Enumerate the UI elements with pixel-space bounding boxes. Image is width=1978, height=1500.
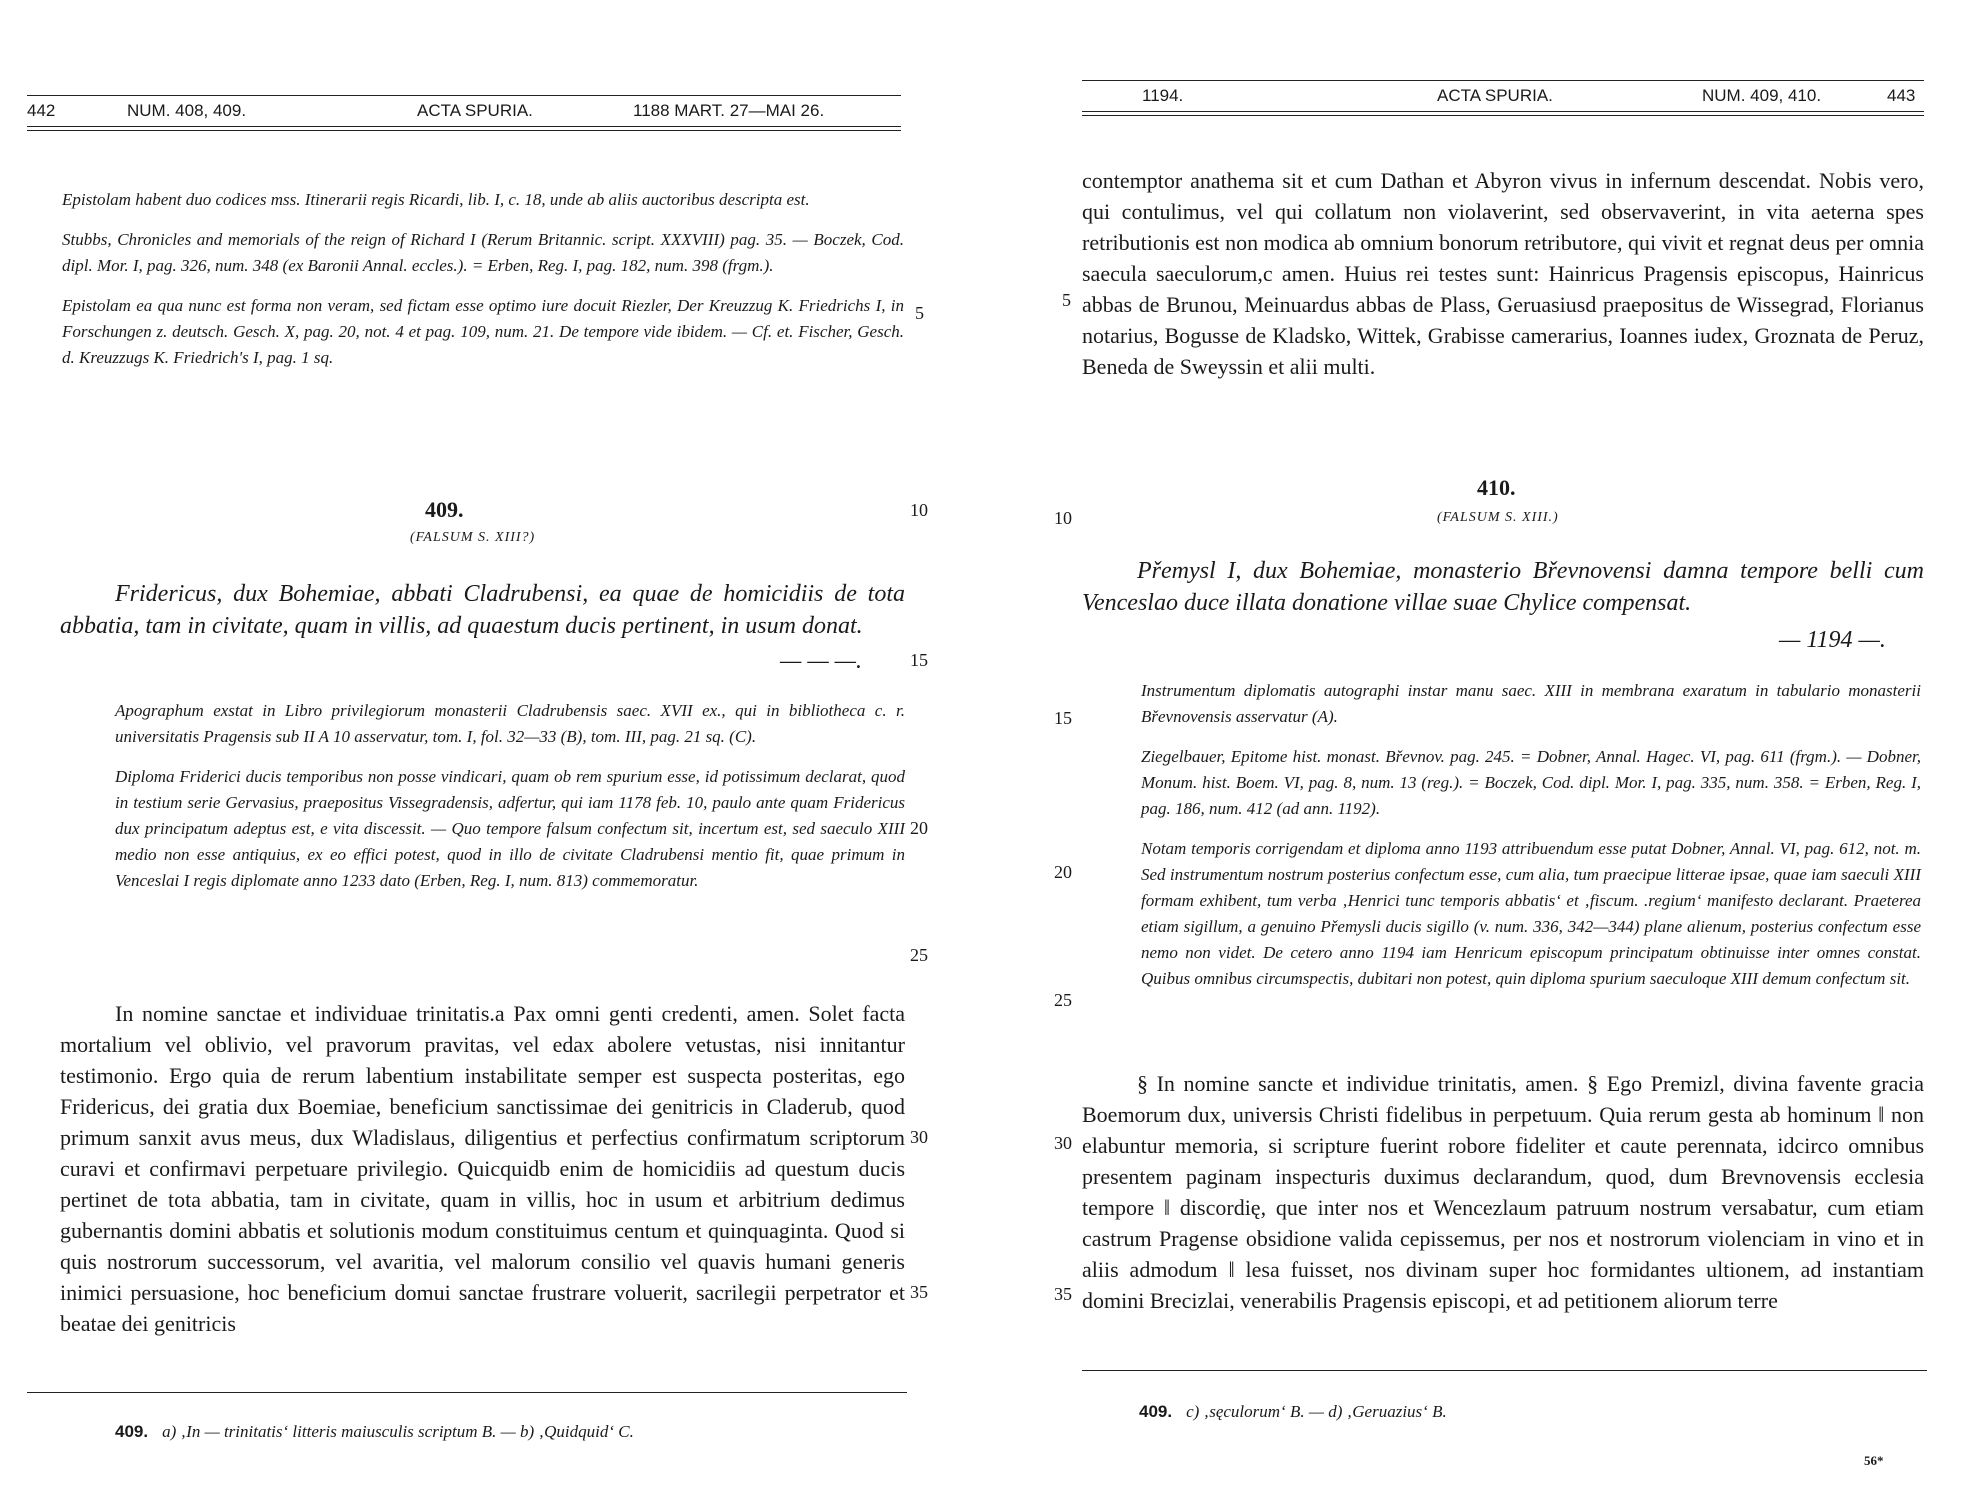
- left-footnote-rule: [27, 1392, 907, 1393]
- left-notes-doc: [115, 698, 905, 908]
- right-footnote: [1139, 1402, 1447, 1422]
- line-number: 30: [910, 1127, 928, 1147]
- document-date-409: — — —.: [780, 648, 863, 674]
- left-header-date: 1188 MART. 27—MAI 26.: [633, 101, 825, 120]
- note-paragraph: Apographum exstat in Libro privilegiorum monasterii Cladrubensis saec. XVII ex., qui in bibliotheca c. r. universitatis Pragensis sub II A 10 asservatur, tom. I, fol. 32—33 (B), tom. III, pag. 21 sq. (C).: [115, 701, 905, 746]
- document-classification: (FALSUM S. XIII?): [410, 530, 536, 545]
- regest-409: Fridericus, dux Bohemiae, abbati Cladrubensi, ea quae de homicidiis de tota abbatia, tam in civitate, quam in villis, ad quaestum ducis pertinent, in usum donat.: [60, 581, 905, 639]
- line-number: 10: [1054, 508, 1072, 528]
- right-body-text: [1082, 1068, 1924, 1316]
- line-number: 20: [910, 818, 928, 838]
- footnote-text: a) ‚In — trinitatis‘ litteris maiusculis scriptum B. — b) ‚Quidquid‘ C.: [162, 1422, 634, 1441]
- line-number: 35: [910, 1282, 928, 1302]
- document-number-409: 409.: [425, 497, 464, 522]
- body-paragraph: § In nomine sancte et individue trinitatis, amen. § Ego Premizl, divina favente gracia Boemorum dux, universis Christi fidelibus in perpetuum. Quia rerum gesta ab hominum ‖ non elabuntur memoria, si scripture fuerint robore fideliter et caute perennata, idcirco omnibus presentem paginam inspecturis duximus declarandum, quod, dum Brevnovensis ecclesia tempore ‖ discordię, que inter nos et Wencezlaum patruum nostrum versabatur, cum etiam castrum Pragense obsidione valida cepissemus, per nos et nostrorum violenciam in vino et in aliis admodum ‖ lesa fuisset, nos divinam super hoc formidantes ultionem, ad instantiam domini Brecizlai, venerabilis Pragensis episcopi, et ad petitionem aliorum terre: [1082, 1071, 1924, 1313]
- regest-410: Přemysl I, dux Bohemiae, monasterio Břevnovensi damna tempore belli cum Venceslao duce illata donatione villae suae Chylice compensat.: [1082, 558, 1924, 616]
- note-paragraph: Instrumentum diplomatis autographi instar manu saec. XIII in membrana exaratum in tabulario monasterii Břevnovensis asservatur (A).: [1141, 681, 1921, 726]
- footnote-number: 409.: [115, 1422, 149, 1441]
- note-paragraph: Ziegelbauer, Epitome hist. monast. Břevnov. pag. 245. = Dobner, Annal. Hagec. VI, pag. 611 (frgm.). — Dobner, Monum. hist. Boem. VI, pag. 8, num. 13 (reg.). = Boczek, Cod. dipl. Mor. I, pag. 335, num. 358. = Erben, Reg. I, pag. 186, num. 412 (ad ann. 1192).: [1141, 747, 1921, 818]
- right-notes-doc: [1141, 678, 1921, 1006]
- left-page-number: 442: [27, 101, 56, 120]
- right-body-top: [1082, 165, 1924, 382]
- line-number: 35: [1054, 1284, 1072, 1304]
- left-running-header: [27, 95, 901, 127]
- line-number: 20: [1054, 862, 1072, 882]
- line-number: 15: [1054, 708, 1072, 728]
- document-classification: (FALSUM S. XIII.): [1437, 510, 1559, 525]
- left-header-title: ACTA SPURIA.: [417, 101, 533, 120]
- body-paragraph: contemptor anathema sit et cum Dathan et Abyron vivus in infernum descendat. Nobis vero, qui contulimus, vel qui collatum non violaverint, sed observaverint, in vita aeterna spes retributionis est non modica ab omnium bonorum retributore, qui vivit et regnat deus per omnia saecula saeculorum,c amen. Huius rei testes sunt: Hainricus Pragensis episcopus, Hainricus abbas de Brunou, Meinuardus abbas de Plass, Geruasiusd praepositus de Wissegrad, Florianus notarius, Bogusse de Kladsko, Wittek, Grabisse camerarius, Ioannes iudex, Groznata de Peruz, Beneda de Sweyssin et alii multi.: [1082, 168, 1924, 379]
- right-header-date: 1194.: [1142, 86, 1184, 105]
- document-date-410: — 1194 —.: [1779, 627, 1886, 653]
- line-number: 30: [1054, 1133, 1072, 1153]
- left-header-num: NUM. 408, 409.: [127, 101, 247, 120]
- line-number: 15: [910, 650, 928, 670]
- line-number: 10: [910, 500, 928, 520]
- left-notes-top: [62, 187, 904, 385]
- body-paragraph: In nomine sanctae et individuae trinitatis.a Pax omni genti credenti, amen. Solet facta mortalium vel oblivio, vel pravorum pravitas, vel edax abolere vetustas, nisi innitantur testimonio. Ergo quia de rerum labentium instabilitate semper est suspecta posteritas, ego Fridericus, dei gratia dux Boemiae, beneficium sanctissimae dei genitricis in Claderub, quod primum sanxit avus meus, dux Wladislaus, diligentius et perfectius confirmatum scriptorum curavi et confirmavi perpetuare privilegio. Quicquidb enim de homicidiis ad questum ducis pertinet de tota abbatia, tam in civitate, quam in villis, hoc in usum et arbitrium dedimus gubernantis domini abbatis et solutionis modum constituimus centum et quinquaginta. Quod si quis nostrorum successorum, vel avaritia, vel malorum consilio vel quavis humani generis inimici persuasione, hoc beneficium domui sanctae frustrare voluerit, sacrilegii perpetrator et beatae dei genitricis: [60, 1001, 905, 1336]
- right-header-num: NUM. 409, 410.: [1702, 86, 1822, 105]
- signature-mark: 56*: [1864, 1453, 1884, 1468]
- line-number: 5: [915, 303, 924, 323]
- right-page-number: 443: [1887, 86, 1916, 105]
- left-body-text: [60, 998, 905, 1339]
- right-header-title: ACTA SPURIA.: [1437, 86, 1553, 105]
- line-number: 25: [910, 945, 928, 965]
- note-paragraph: Notam temporis corrigendam et diploma anno 1193 attribuendum esse putat Dobner, Annal. VI, pag. 612, not. m. Sed instrumentum nostrum posterius confectum esse, cum alia, tum praecipue litterae ipsae, quae iam saeculi XIII formam exhibent, tum verba ‚Henrici tunc temporis abbatis‘ et ‚fiscum. .regium‘ manifesto declarant. Praeterea etiam sigillum, a genuino Přemysli ducis sigillo (v. num. 336, 342—344) plane alienum, posterius confectum esse nemo non videt. De cetero anno 1194 iam Henricum episcopum principatum obtinuisse inter omnes constat. Quibus omnibus circumspectis, dubitari non potest, quin diploma spurium saeculoque XIII demum confectum sit.: [1141, 839, 1921, 988]
- note-paragraph: Diploma Friderici ducis temporibus non posse vindicari, quam ob rem spurium esse, id potissimum declarat, quod in testium serie Gervasius, praepositus Vissegradensis, adfertur, qui iam 1178 feb. 10, paulo ante quam Fridericus dux principatum adeptus est, e vita discessit. — Quo tempore falsum confectum sit, incertum est, sed saeculo XIII medio non esse antiquius, ex eo effici potest, quod in illo de civitate Cladrubensi mentio fit, quae primum in Venceslai I regis diplomate anno 1233 dato (Erben, Reg. I, num. 813) commemoratur.: [115, 767, 905, 890]
- right-footnote-rule: [1082, 1370, 1927, 1371]
- footnote-number: 409.: [1139, 1402, 1173, 1421]
- line-number: 25: [1054, 990, 1072, 1010]
- document-number-410: 410.: [1477, 475, 1516, 500]
- line-number: 5: [1062, 290, 1071, 310]
- right-running-header: [1082, 80, 1924, 112]
- footnote-text: c) ‚sęculorum‘ B. — d) ‚Geruazius‘ B.: [1186, 1402, 1447, 1421]
- note-paragraph: Epistolam habent duo codices mss. Itinerarii regis Ricardi, lib. I, c. 18, unde ab aliis auctoribus descripta est.: [62, 190, 810, 209]
- note-paragraph: Epistolam ea qua nunc est forma non veram, sed fictam esse optimo iure docuit Riezler, Der Kreuzzug K. Friedrichs I, in Forschungen z. deutsch. Gesch. X, pag. 20, not. 4 et pag. 109, num. 21. De tempore vide ibidem. — Cf. et. Fischer, Gesch. d. Kreuzzugs K. Friedrich's I, pag. 1 sq.: [62, 296, 904, 367]
- right-page: [989, 0, 1978, 1500]
- left-footnote: [115, 1422, 634, 1442]
- note-paragraph: Stubbs, Chronicles and memorials of the reign of Richard I (Rerum Britannic. script. XXXVIII) pag. 35. — Boczek, Cod. dipl. Mor. I, pag. 326, num. 348 (ex Baronii Annal. eccles.). = Erben, Reg. I, pag. 182, num. 398 (frgm.).: [62, 230, 904, 275]
